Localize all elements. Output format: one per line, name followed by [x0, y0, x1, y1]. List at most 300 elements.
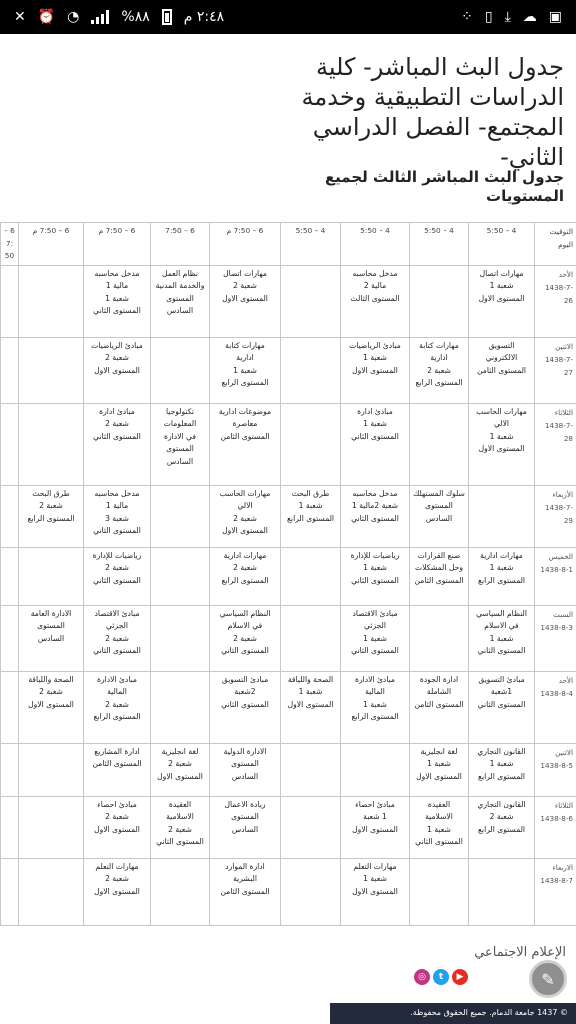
course-line: المستوى الاول: [352, 886, 398, 896]
course-cell: [210, 858, 281, 925]
course-cell: [469, 265, 535, 337]
course-line: مهارات اتصال: [479, 268, 524, 278]
course-cell: [210, 265, 281, 337]
course-cell: [341, 858, 410, 925]
course-line: المستوى الرابع: [477, 575, 526, 585]
course-cell: [1, 403, 19, 485]
course-line: لغة انجليزية: [420, 746, 458, 756]
course-line: القانون التجاري: [477, 746, 526, 756]
course-line: شعبة 1: [427, 824, 451, 834]
day-date: 1438-8-6: [540, 813, 573, 823]
course-line: الجزئي: [364, 621, 386, 630]
course-cell: [1, 858, 19, 925]
course-line: شعبة 2: [105, 874, 129, 883]
course-line: لغة انجليزية: [161, 746, 199, 756]
course-cell: [151, 671, 210, 743]
schedule-row: [1, 858, 576, 925]
schedule-subtitle: جدول البث المباشر الثالث لجميع المستويات: [324, 168, 564, 205]
course-line: المستوى الثالث: [350, 293, 400, 303]
day-cell: [535, 337, 576, 403]
course-cell: [1, 265, 19, 337]
course-cell: [19, 605, 84, 671]
course-cell: [469, 796, 535, 858]
course-line: مالية 1: [105, 281, 129, 290]
day-date: 1438-7-27: [544, 354, 573, 377]
course-line: المستوى: [231, 759, 259, 768]
copyright-bar: © 1437 جامعة الدمام. جميع الحقوق محفوظة.: [330, 1003, 576, 1024]
course-line: ادارية: [430, 353, 448, 362]
course-line: مهارات كتابة: [225, 340, 265, 350]
course-cell: [281, 605, 341, 671]
course-line: الالي: [493, 419, 510, 428]
course-cell: [469, 547, 535, 605]
course-line: 1 شعبة: [363, 812, 387, 821]
day-name: الأحد: [558, 269, 573, 279]
course-cell: [341, 337, 410, 403]
course-line: شعبة 2: [233, 563, 257, 572]
time-slot-header: 4 – 5:50: [341, 223, 410, 266]
day-date: 1438-8-4: [540, 688, 573, 698]
youtube-icon[interactable]: ▶: [452, 969, 468, 985]
schedule-row: [1, 337, 576, 403]
status-right-icons: [461, 10, 562, 24]
social-media-title: الإعلام الاجتماعي: [474, 945, 566, 960]
course-cell: [281, 485, 341, 547]
course-line: مهارات ادارية: [223, 550, 267, 560]
course-line: الاسلامية: [425, 812, 453, 821]
day-name: الاثنين: [555, 747, 573, 757]
course-line: ادارة الموارد: [225, 861, 265, 871]
course-line: المستوى: [166, 293, 194, 303]
day-name: الأربعاء: [552, 489, 573, 499]
course-line: شعبة 2: [105, 563, 129, 572]
trash-icon: ▯: [484, 9, 493, 25]
time-header-label: التوقيت: [549, 227, 573, 236]
course-cell: [1, 337, 19, 403]
course-line: شعبة 1: [427, 759, 451, 768]
course-cell: [210, 671, 281, 743]
edit-fab-button[interactable]: [529, 960, 567, 998]
course-line: مدخل محاسبه: [94, 488, 140, 498]
course-line: مدخل محاسبه: [352, 488, 398, 498]
course-line: المستوى الاول: [478, 293, 525, 303]
schedule-row: [1, 485, 576, 547]
course-line: شعبة 2: [105, 353, 129, 362]
course-cell: [84, 796, 151, 858]
course-cell: [341, 796, 410, 858]
signal-icon: [91, 10, 109, 24]
course-line: السادس: [166, 306, 194, 315]
time-slot-header: 6 – 7:50: [151, 223, 210, 266]
course-line: مالية 2: [363, 281, 387, 290]
blackberry-icon: ⁘: [461, 9, 473, 25]
course-line: البشرية: [233, 874, 257, 883]
course-cell: [281, 671, 341, 743]
course-cell: [1, 485, 19, 547]
course-line: شعبة 2: [233, 281, 257, 290]
course-line: شعبة 1: [363, 419, 387, 428]
course-line: مهارات اتصال: [223, 268, 267, 278]
course-line: الاسلامية: [166, 812, 194, 821]
course-cell: [341, 265, 410, 337]
course-line: المستوى الرابع: [221, 575, 269, 585]
schedule-row: [1, 403, 576, 485]
course-cell: [341, 743, 410, 796]
course-line: المستوى الاول: [478, 444, 525, 453]
battery-icon: [162, 9, 172, 25]
course-cell: [281, 403, 341, 485]
course-cell: [210, 337, 281, 403]
day-date: 1438-8-3: [540, 622, 573, 632]
course-line: المستوى الثاني: [221, 699, 269, 709]
course-cell: [410, 547, 469, 605]
course-cell: [410, 605, 469, 671]
course-line: مهارات الحاسب: [219, 488, 271, 498]
course-line: المستوى الرابع: [351, 712, 399, 721]
course-line: المستوى الثامن: [414, 699, 464, 709]
course-line: شعبة 2: [233, 513, 257, 523]
time-slot-header: 6 – 7:50 م: [84, 223, 151, 266]
course-line: المستوى الثاني: [93, 526, 141, 535]
course-cell: [84, 265, 151, 337]
course-cell: [210, 485, 281, 547]
course-line: المستوى الرابع: [93, 712, 141, 721]
course-line: ادارة المشاريع: [94, 746, 140, 756]
status-bar: [0, 0, 576, 34]
course-cell: [210, 743, 281, 796]
day-header-label: اليوم: [558, 240, 573, 249]
mute-icon: ✕: [14, 9, 26, 25]
time-slot-header: 6 – 7:50 م: [210, 223, 281, 266]
schedule-row: [1, 547, 576, 605]
course-cell: [84, 671, 151, 743]
course-cell: [410, 743, 469, 796]
course-line: ادارية: [236, 353, 254, 362]
course-line: المستوى الثاني: [93, 431, 141, 441]
course-line: النظام السياسي: [219, 608, 271, 618]
course-line: وحل المشكلات: [415, 563, 463, 572]
course-line: المستوى الرابع: [477, 771, 526, 781]
course-line: شعبة 1: [489, 759, 514, 768]
course-cell: [19, 796, 84, 858]
course-line: المستوى الثاني: [477, 699, 526, 709]
day-name: الخميس: [548, 551, 573, 561]
course-line: رياضيات للإدارة: [350, 550, 400, 560]
course-cell: [1, 671, 19, 743]
course-line: المستوى الرابع: [415, 378, 463, 387]
course-line: شعبة 2: [105, 699, 129, 709]
course-line: ادارة الجودة: [419, 674, 459, 684]
course-line: السادس: [231, 771, 259, 781]
course-cell: [84, 605, 151, 671]
course-line: المستوى الثامن: [220, 431, 270, 441]
course-line: المستوى الثامن: [220, 886, 270, 896]
course-cell: [210, 605, 281, 671]
course-line: المستوى الاول: [222, 293, 268, 303]
course-cell: [151, 337, 210, 403]
course-line: المستوى: [166, 444, 194, 453]
instagram-icon[interactable]: ◎: [414, 969, 430, 985]
course-line: مبادئ ادارة: [99, 406, 135, 416]
course-cell: [84, 858, 151, 925]
course-line: الصحة واللياقة: [28, 674, 74, 684]
course-line: شعبة 2مالية 1: [352, 501, 398, 510]
course-cell: [19, 403, 84, 485]
course-cell: [1, 547, 19, 605]
course-cell: [19, 485, 84, 547]
course-line: المستوى الثامن: [414, 575, 464, 585]
course-line: المستوى الرابع: [221, 378, 269, 387]
course-cell: [19, 265, 84, 337]
course-line: مبادئ ادارة: [357, 406, 393, 416]
course-line: شعبة 2: [427, 365, 451, 375]
course-cell: [19, 858, 84, 925]
course-line: المستوى الثامن: [92, 759, 142, 768]
course-cell: [410, 796, 469, 858]
course-line: شعبة 3: [105, 513, 129, 523]
day-date: 1438-8-5: [540, 760, 573, 770]
course-line: التسويق: [488, 340, 515, 350]
course-cell: [469, 485, 535, 547]
day-name: الاثنين: [555, 341, 573, 351]
course-line: مالية 1: [105, 501, 129, 510]
course-line: المعلومات: [163, 419, 197, 428]
course-line: السادس: [166, 456, 194, 466]
course-line: ريادة الاعمال: [224, 799, 266, 809]
course-cell: [469, 671, 535, 743]
course-line: في الادارة: [164, 431, 196, 441]
course-cell: [151, 743, 210, 796]
edit-icon: ✎: [541, 969, 555, 989]
course-line: 2شعبة: [234, 687, 256, 696]
course-line: السادس: [37, 633, 65, 643]
course-line: القانون التجاري: [477, 799, 526, 809]
course-line: المستوى الاول: [157, 771, 203, 781]
course-cell: [410, 337, 469, 403]
course-line: المستوى الثاني: [93, 575, 141, 585]
course-line: مهارات الحاسب: [476, 406, 527, 416]
day-cell: [535, 743, 576, 796]
course-line: شعبة 1: [363, 699, 387, 709]
course-cell: [410, 485, 469, 547]
header-label-cell: [535, 223, 576, 266]
day-date: 1438-8-7: [540, 875, 573, 885]
course-line: المستوى الثاني: [351, 575, 399, 585]
battery-percent: %٨٨: [121, 9, 150, 25]
course-line: المستوى الاول: [94, 886, 140, 896]
day-cell: [535, 547, 576, 605]
course-cell: [19, 671, 84, 743]
course-line: المستوى الثاني: [351, 431, 399, 441]
course-line: شعبة 1: [489, 633, 514, 643]
wifi-icon: ◔: [67, 9, 80, 25]
course-cell: [151, 796, 210, 858]
day-cell: [535, 605, 576, 671]
course-cell: [410, 671, 469, 743]
course-line: العقيدة: [427, 799, 451, 809]
schedule-row: [1, 265, 576, 337]
course-line: شعبة 2: [168, 759, 192, 768]
course-line: الصحة واللياقة: [287, 674, 334, 684]
course-line: شعبة 2: [168, 824, 192, 834]
day-date: 1438-7-26: [544, 282, 573, 305]
time-slot-header: 6 – 7:50 م: [19, 223, 84, 266]
course-cell: [210, 403, 281, 485]
schedule-row: [1, 796, 576, 858]
course-line: الجزئي: [106, 621, 128, 630]
course-cell: [341, 403, 410, 485]
course-line: العقيدة: [168, 799, 192, 809]
course-line: السادس: [231, 824, 259, 834]
course-line: شعبة 1: [363, 353, 387, 362]
course-cell: [151, 858, 210, 925]
day-cell: [535, 265, 576, 337]
course-cell: [469, 605, 535, 671]
course-line: المستوى الثاني: [477, 646, 526, 655]
course-cell: [410, 858, 469, 925]
course-line: المستوى الثاني: [351, 646, 399, 655]
course-cell: [19, 547, 84, 605]
course-cell: [151, 485, 210, 547]
course-line: صنع القرارات: [417, 550, 461, 560]
course-line: المستوى الثاني: [221, 646, 269, 655]
course-line: مهارات ادارية: [480, 550, 523, 560]
course-line: مبادئ الادارة: [355, 674, 395, 684]
course-line: في الاسلام: [484, 621, 519, 630]
day-cell: [535, 796, 576, 858]
gallery-icon: ▣: [548, 9, 562, 25]
course-cell: [469, 858, 535, 925]
course-line: والخدمة المدنية: [155, 281, 205, 290]
course-line: شعبة 2: [489, 812, 514, 821]
day-name: الثلاثاء: [554, 800, 573, 810]
course-line: النظام السياسي: [476, 608, 527, 618]
time-slot-header: 4 – 5:50: [410, 223, 469, 266]
course-line: شعبة 1: [363, 633, 387, 643]
course-cell: [341, 547, 410, 605]
course-line: في الاسلام: [227, 621, 263, 630]
course-line: مبادئ احصاء: [355, 799, 395, 809]
course-cell: [84, 337, 151, 403]
course-line: مبادئ الرياضيات: [349, 340, 401, 350]
course-line: المستوى: [231, 812, 259, 821]
course-line: طرق البحث: [291, 488, 330, 498]
course-line: نظام العمل: [162, 268, 198, 278]
course-line: شعبة 1: [489, 281, 514, 290]
schedule-row: [1, 671, 576, 743]
course-line: شعبة 1: [105, 293, 129, 303]
course-line: شعبة 2: [233, 633, 257, 643]
course-cell: [84, 743, 151, 796]
day-date: 1438-8-1: [540, 564, 573, 574]
day-name: السبت: [553, 609, 573, 619]
course-line: المستوى الثاني: [351, 513, 399, 523]
schedule-table: [0, 222, 576, 926]
course-line: المستوى الرابع: [27, 513, 75, 523]
course-cell: [341, 605, 410, 671]
course-line: المستوى الاول: [416, 771, 462, 781]
course-line: شعبة 1: [363, 563, 387, 572]
course-line: مبادئ التسويق: [478, 674, 525, 684]
course-cell: [281, 796, 341, 858]
course-line: المستوى الثاني: [156, 837, 204, 846]
cloud-icon: ☁: [522, 9, 537, 25]
course-cell: [469, 743, 535, 796]
course-line: المستوى الاول: [94, 365, 140, 375]
course-line: مبادئ الادارة: [97, 674, 137, 684]
course-cell: [1, 796, 19, 858]
course-line: المستوى الاول: [352, 365, 398, 375]
course-cell: [19, 743, 84, 796]
status-left-icons: [14, 9, 224, 25]
course-cell: [341, 485, 410, 547]
course-line: المستوى الثاني: [93, 306, 141, 315]
day-date: 1438-7-29: [544, 502, 573, 525]
day-name: الثلاثاء: [554, 407, 573, 417]
course-line: شعبة 1: [233, 365, 257, 375]
course-line: المالية: [365, 687, 385, 696]
course-cell: [210, 547, 281, 605]
course-line: 1شعبة: [490, 687, 513, 696]
course-line: تكنولوجيا: [165, 406, 195, 416]
course-line: شعبة 2: [105, 812, 129, 821]
schedule-row: [1, 743, 576, 796]
course-cell: [151, 403, 210, 485]
time-slot-header: 4 – 5:50: [469, 223, 535, 266]
course-line: شعبة 2: [105, 633, 129, 643]
course-line: شعبة 1: [363, 874, 387, 883]
course-line: شعبة 1: [489, 563, 514, 572]
time-slot-header: 4 – 5:50: [281, 223, 341, 266]
day-cell: [535, 403, 576, 485]
course-line: المستوى الاول: [94, 824, 140, 834]
course-line: مبادئ الاقتصاد: [94, 608, 140, 618]
course-cell: [281, 743, 341, 796]
course-line: سلوك المستهلك: [413, 488, 465, 498]
course-cell: [469, 337, 535, 403]
twitter-icon[interactable]: t: [433, 969, 449, 985]
course-cell: [1, 605, 19, 671]
time-slot-header: 6 – 7:50: [1, 223, 19, 266]
course-line: المستوى: [37, 621, 65, 630]
course-line: مبادئ التسويق: [221, 674, 269, 684]
course-line: المستوى الثاني: [93, 646, 141, 655]
course-line: الادارة الدولية: [223, 746, 267, 756]
course-line: المستوى الثاني: [415, 837, 463, 846]
course-line: شعبة 2: [39, 687, 63, 696]
course-line: المستوى الرابع: [286, 513, 335, 523]
course-cell: [281, 337, 341, 403]
schedule-row: [1, 605, 576, 671]
course-line: المستوى: [425, 501, 453, 510]
course-cell: [151, 265, 210, 337]
course-line: مبادئ احصاء: [97, 799, 137, 809]
course-cell: [410, 265, 469, 337]
course-cell: [410, 403, 469, 485]
day-name: الاربعاء: [552, 862, 573, 872]
course-line: مدخل محاسبه: [352, 268, 398, 278]
course-cell: [151, 547, 210, 605]
course-cell: [469, 403, 535, 485]
day-date: 1438-7-28: [544, 420, 573, 443]
course-cell: [210, 796, 281, 858]
course-cell: [1, 743, 19, 796]
course-line: شعبة 2: [39, 501, 63, 510]
course-line: السادس: [425, 513, 453, 523]
course-line: طرق البحث: [32, 488, 70, 498]
course-line: الالي: [237, 501, 253, 510]
course-cell: [84, 403, 151, 485]
